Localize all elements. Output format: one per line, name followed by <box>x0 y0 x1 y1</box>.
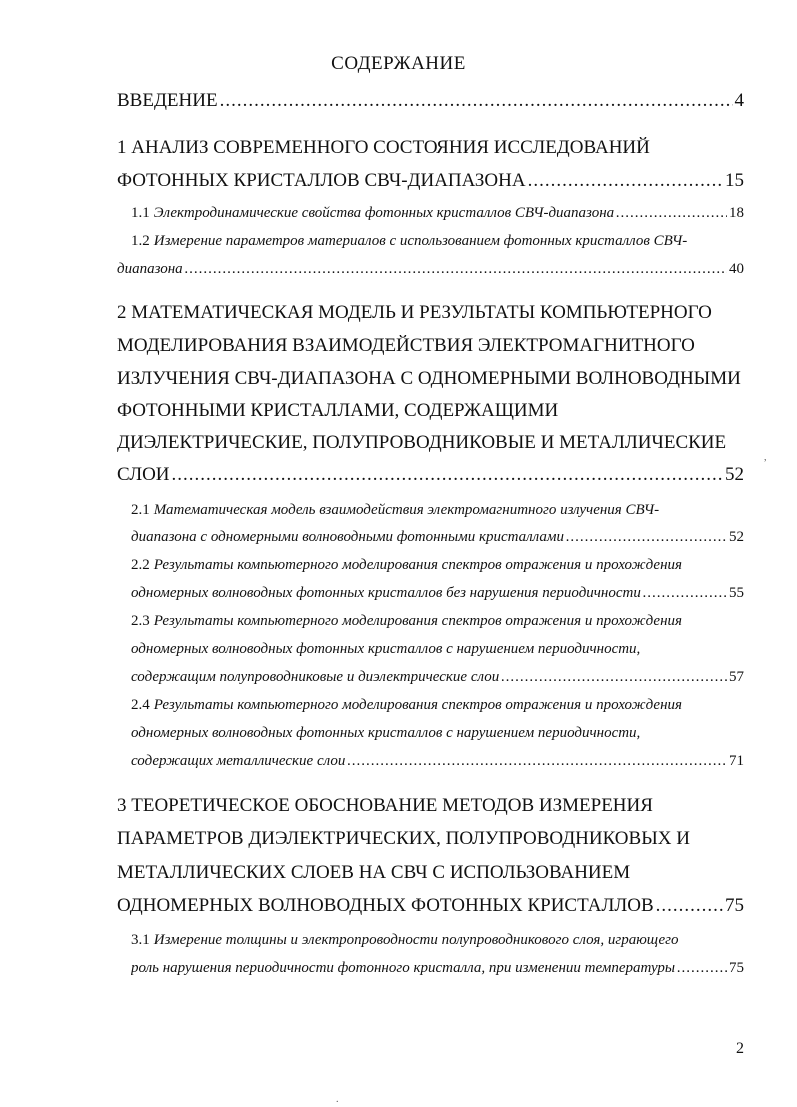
toc-entry-text: ИЗЛУЧЕНИЯ СВЧ-ДИАПАЗОНА С ОДНОМЕРНЫМИ ВОЛНОВОДНЫМИ <box>117 368 741 389</box>
section-number: 3.1 <box>131 932 150 948</box>
toc-page-number: 57 <box>729 669 744 685</box>
toc-page-number: 4 <box>734 90 744 111</box>
toc-entry-section-2-4-line-2[interactable] <box>131 725 744 742</box>
toc-entry-text: Результаты компьютерного моделирования спектров отражения и прохождения <box>153 557 682 573</box>
dot-leader <box>220 90 733 112</box>
dot-leader <box>172 464 723 486</box>
section-number: 2.2 <box>131 557 150 573</box>
toc-entry-section-2-1-last-line[interactable] <box>131 529 744 546</box>
toc-entry-chapter-2-line-5[interactable] <box>117 432 744 454</box>
toc-entry-section-2-3-last-line[interactable] <box>131 669 744 686</box>
toc-entry-text: МЕТАЛЛИЧЕСКИХ СЛОЕВ НА СВЧ С ИСПОЛЬЗОВАНИЕМ <box>117 862 631 883</box>
toc-entry-section-2-3-line-2[interactable] <box>131 641 744 658</box>
toc-entry-section-2-2[interactable] <box>131 557 744 574</box>
toc-entry-chapter-3-line-3[interactable] <box>117 862 744 884</box>
toc-entry-text: Математическая модель взаимодействия электромагнитного излучения СВЧ- <box>153 502 660 518</box>
toc-entry-section-2-4[interactable] <box>131 697 744 714</box>
toc-entry-text: диапазона <box>117 261 183 277</box>
section-number: 1.1 <box>131 205 150 221</box>
toc-entry-text: одномерных волноводных фотонных кристаллов с нарушением периодичности, <box>131 641 641 657</box>
toc-entry-section-2-3[interactable] <box>131 613 744 630</box>
toc-entry-chapter-2-line-2[interactable] <box>117 335 744 357</box>
toc-entry-chapter-2-last-line[interactable] <box>117 464 744 486</box>
toc-entry-chapter-2[interactable] <box>117 302 744 324</box>
dot-leader <box>347 753 727 770</box>
toc-entry-text: Результаты компьютерного моделирования спектров отражения и прохождения <box>153 613 682 629</box>
toc-title: СОДЕРЖАНИЕ <box>331 53 466 74</box>
toc-page-number: 75 <box>725 895 744 916</box>
toc-page-number: 15 <box>725 170 744 191</box>
toc-entry-chapter-3[interactable] <box>117 795 744 817</box>
toc-entry-section-2-2-last-line[interactable] <box>131 585 744 602</box>
toc-entry-text: ДИЭЛЕКТРИЧЕСКИЕ, ПОЛУПРОВОДНИКОВЫЕ И МЕТАЛЛИЧЕСКИЕ <box>117 432 727 453</box>
toc-entry-text: 2 МАТЕМАТИЧЕСКАЯ МОДЕЛЬ И РЕЗУЛЬТАТЫ КОМПЬЮТЕРНОГО <box>117 302 712 323</box>
toc-entry-text: 1 АНАЛИЗ СОВРЕМЕННОГО СОСТОЯНИЯ ИССЛЕДОВАНИЙ <box>117 137 650 158</box>
toc-entry-intro[interactable] <box>117 90 744 112</box>
section-number: 2.4 <box>131 697 150 713</box>
section-number: 1.2 <box>131 233 150 249</box>
dot-leader <box>528 170 723 192</box>
toc-entry-text: ФОТОННЫМИ КРИСТАЛЛАМИ, СОДЕРЖАЩИМИ <box>117 400 559 421</box>
toc-entry-section-1-1[interactable] <box>131 205 744 222</box>
dot-leader <box>656 895 723 917</box>
toc-entry-chapter-2-line-4[interactable] <box>117 400 744 422</box>
page-number: 2 <box>736 1040 744 1057</box>
toc-entry-section-2-4-last-line[interactable] <box>131 753 744 770</box>
toc-page-number: 52 <box>725 464 744 485</box>
dot-leader <box>643 585 727 602</box>
scan-speck: . <box>336 1094 339 1105</box>
dot-leader <box>566 529 727 546</box>
toc-page-number: 71 <box>729 753 744 769</box>
toc-entry-section-1-2-last-line[interactable] <box>117 261 744 278</box>
toc-entry-chapter-2-line-3[interactable] <box>117 368 744 390</box>
toc-page-number: 75 <box>729 960 744 976</box>
toc-entry-text: содержащих металлические слои <box>131 753 346 769</box>
toc-entry-chapter-3-last-line[interactable] <box>117 895 744 917</box>
toc-entry-text: Электродинамические свойства фотонных кристаллов СВЧ-диапазона <box>153 205 615 221</box>
toc-entry-text: СЛОИ <box>117 464 170 485</box>
toc-entry-text: ВВЕДЕНИЕ <box>117 90 218 111</box>
toc-entry-section-3-1[interactable] <box>131 932 744 949</box>
dot-leader <box>185 261 727 278</box>
toc-entry-text: одномерных волноводных фотонных кристаллов с нарушением периодичности, <box>131 725 641 741</box>
toc-entry-text: Измерение толщины и электропроводности полупроводникового слоя, играющего <box>153 932 679 948</box>
toc-entry-text: одномерных волноводных фотонных кристаллов без нарушения периодичности <box>131 585 641 601</box>
toc-entry-section-3-1-last-line[interactable] <box>131 960 744 977</box>
toc-page-number: 18 <box>729 205 744 221</box>
toc-page-number: 52 <box>729 529 744 545</box>
toc-entry-section-1-2[interactable] <box>131 233 744 250</box>
toc-entry-text: ФОТОННЫХ КРИСТАЛЛОВ СВЧ-ДИАПАЗОНА <box>117 170 526 191</box>
section-number: 2.1 <box>131 502 150 518</box>
toc-entry-text: содержащим полупроводниковые и диэлектрические слои <box>131 669 500 685</box>
toc-entry-text: ОДНОМЕРНЫХ ВОЛНОВОДНЫХ ФОТОННЫХ КРИСТАЛЛОВ <box>117 895 654 916</box>
dot-leader <box>616 205 727 222</box>
scan-speck: , <box>764 452 767 463</box>
toc-entry-chapter-1[interactable] <box>117 137 744 159</box>
section-number: 2.3 <box>131 613 150 629</box>
toc-entry-text: диапазона с одномерными волноводными фотонными кристаллами <box>131 529 564 545</box>
toc-page-number: 40 <box>729 261 744 277</box>
toc-entry-text: Результаты компьютерного моделирования спектров отражения и прохождения <box>153 697 682 713</box>
toc-entry-text: ПАРАМЕТРОВ ДИЭЛЕКТРИЧЕСКИХ, ПОЛУПРОВОДНИКОВЫХ И <box>117 828 690 849</box>
toc-entry-section-2-1[interactable] <box>131 502 744 519</box>
toc-entry-text: 3 ТЕОРЕТИЧЕСКОЕ ОБОСНОВАНИЕ МЕТОДОВ ИЗМЕРЕНИЯ <box>117 795 653 816</box>
toc-page-number: 55 <box>729 585 744 601</box>
toc-entry-text: МОДЕЛИРОВАНИЯ ВЗАИМОДЕЙСТВИЯ ЭЛЕКТРОМАГНИТНОГО <box>117 335 695 356</box>
toc-entry-chapter-1-last-line[interactable] <box>117 170 744 192</box>
dot-leader <box>677 960 727 977</box>
toc-entry-chapter-3-line-2[interactable] <box>117 828 744 850</box>
toc-entry-text: Измерение параметров материалов с использованием фотонных кристаллов СВЧ- <box>153 233 688 249</box>
dot-leader <box>501 669 727 686</box>
toc-entry-text: роль нарушения периодичности фотонного кристалла, при изменении температуры <box>131 960 676 976</box>
